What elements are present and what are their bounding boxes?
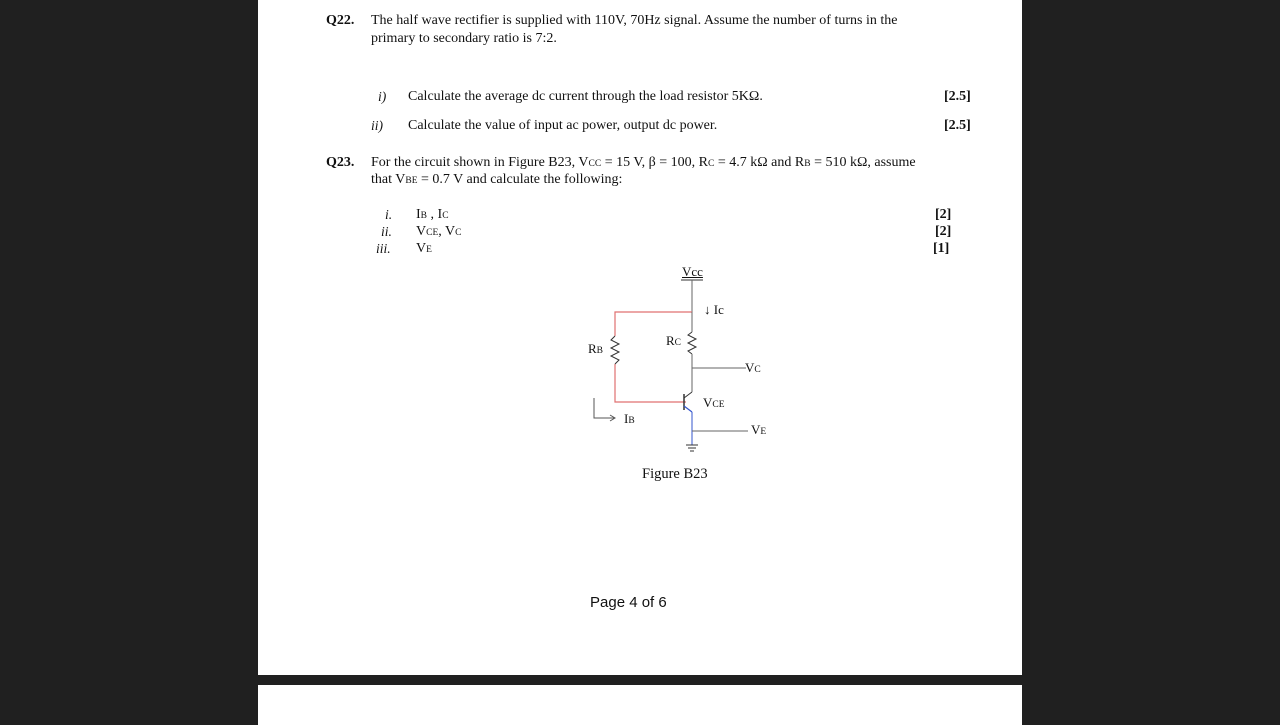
q22-part-marks: [2.5] xyxy=(944,118,971,133)
document-page xyxy=(258,0,1022,675)
q22-number: Q22. xyxy=(326,13,355,28)
q22-part-marks: [2.5] xyxy=(944,89,971,104)
q23-part-label: iii. xyxy=(376,241,391,256)
q23-part-label: ii. xyxy=(381,224,392,239)
q23-text-line1: For the circuit shown in Figure B23, VCC = 15 V, β = 100, RC = 4.7 kΩ and RB = 510 kΩ, assume xyxy=(371,155,916,170)
q23-part-text: VE xyxy=(416,241,432,256)
q22-part-label: ii) xyxy=(371,118,383,133)
rb-label: RB xyxy=(588,341,604,356)
vc-label: VC xyxy=(745,360,761,375)
q23-text-line2: that VBE = 0.7 V and calculate the following: xyxy=(371,172,623,187)
q23-part-marks: [1] xyxy=(933,241,950,256)
page-footer: Page 4 of 6 xyxy=(590,594,667,611)
q22-part-label: i) xyxy=(378,89,387,104)
vcc-label: Vcc xyxy=(682,264,703,279)
q23-part-text: VCE, VC xyxy=(416,224,462,239)
ib-label: IB xyxy=(624,411,635,426)
q22-part-text: Calculate the value of input ac power, output dc power. xyxy=(408,118,718,133)
q23-part-marks: [2] xyxy=(935,207,952,222)
q23-number: Q23. xyxy=(326,155,355,170)
q22-text-line2: primary to secondary ratio is 7:2. xyxy=(371,31,557,46)
q23-part-marks: [2] xyxy=(935,224,952,239)
q22-text-line1: The half wave rectifier is supplied with 110V, 70Hz signal. Assume the number of turns in the xyxy=(371,13,898,28)
ic-label: ↓ Ic xyxy=(704,302,724,317)
q22-part-text: Calculate the average dc current through the load resistor 5KΩ. xyxy=(408,89,763,104)
q23-part-text: IB , IC xyxy=(416,207,449,222)
next-page xyxy=(258,685,1022,725)
ve-label: VE xyxy=(751,422,767,437)
q23-part-label: i. xyxy=(385,207,393,222)
figure-caption: Figure B23 xyxy=(642,466,708,482)
vce-label: VCE xyxy=(703,395,725,410)
rc-label: RC xyxy=(666,333,682,348)
